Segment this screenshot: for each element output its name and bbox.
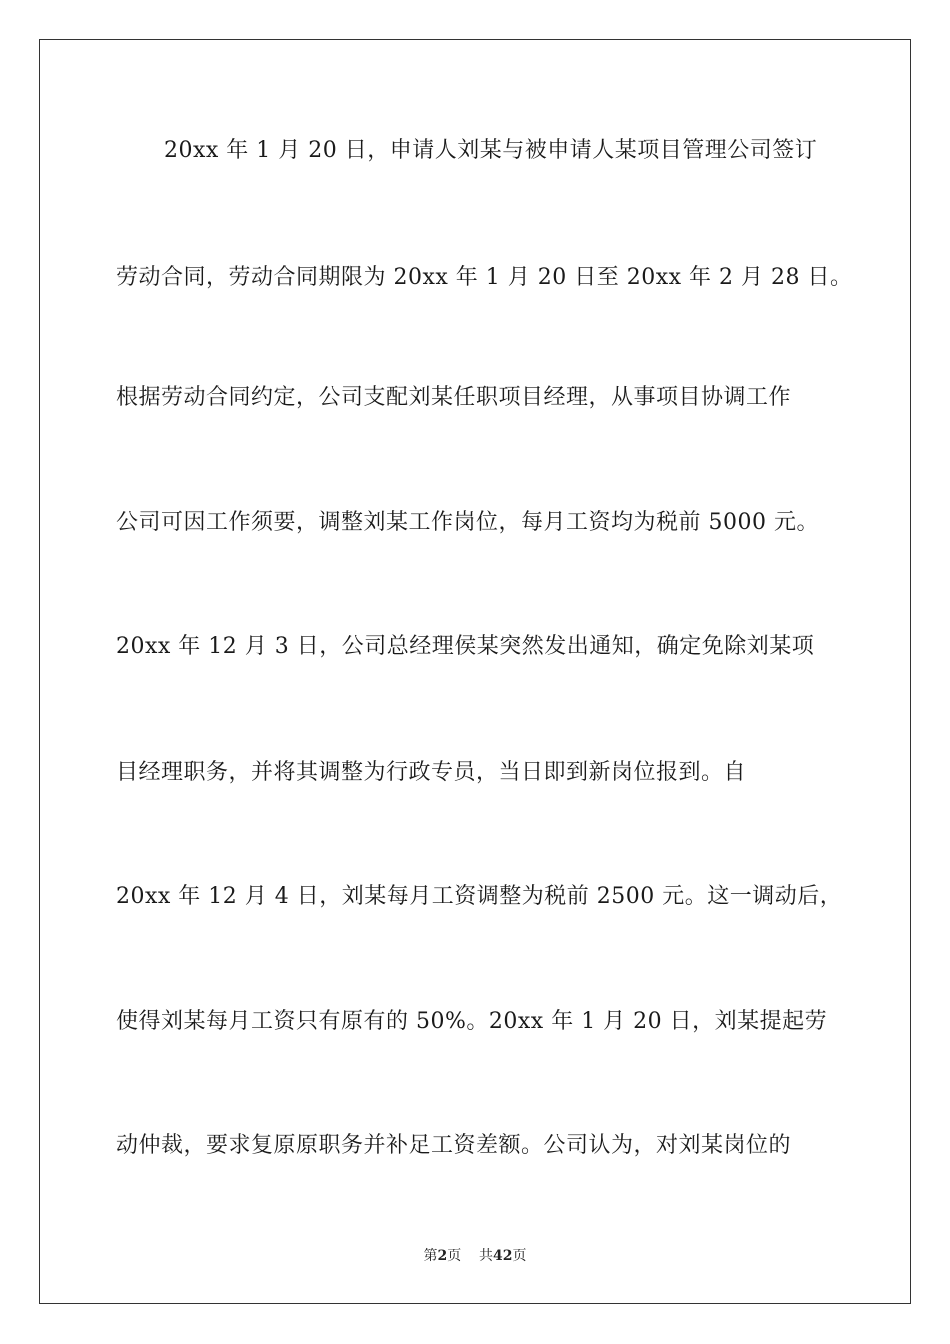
paragraph-line-9: 动仲裁，要求复原原职务并补足工资差额。公司认为，对刘某岗位的 (116, 1133, 792, 1158)
paragraph-line-8: 使得刘某每月工资只有原有的 50%。20xx 年 1 月 20 日，刘某提起劳 (116, 1009, 828, 1034)
paragraph-line-4: 公司可因工作须要，调整刘某工作岗位，每月工资均为税前 5000 元。 (116, 510, 819, 535)
total-prefix: 共 (479, 1248, 494, 1264)
paragraph-line-3: 根据劳动合同约定，公司支配刘某任职项目经理，从事项目协调工作 (116, 385, 792, 410)
page-border (39, 39, 911, 1304)
paragraph-line-5: 20xx 年 12 月 3 日，公司总经理侯某突然发出通知，确定免除刘某项 (116, 634, 815, 659)
page-suffix: 页 (447, 1248, 462, 1264)
paragraph-line-2: 劳动合同，劳动合同期限为 20xx 年 1 月 20 日至 20xx 年 2 月 28 日。 (116, 265, 853, 290)
page-footer (0, 1245, 950, 1265)
paragraph-line-6: 目经理职务，并将其调整为行政专员，当日即到新岗位报到。自 (116, 760, 747, 785)
total-pages: 42 (493, 1248, 513, 1264)
paragraph-line-1: 20xx 年 1 月 20 日，申请人刘某与被申请人某项目管理公司签订 (164, 138, 818, 163)
total-suffix: 页 (512, 1248, 527, 1264)
paragraph-line-7: 20xx 年 12 月 4 日，刘某每月工资调整为税前 2500 元。这一调动后， (116, 884, 843, 909)
page-prefix: 第 (423, 1248, 438, 1264)
page-number: 2 (437, 1248, 448, 1264)
